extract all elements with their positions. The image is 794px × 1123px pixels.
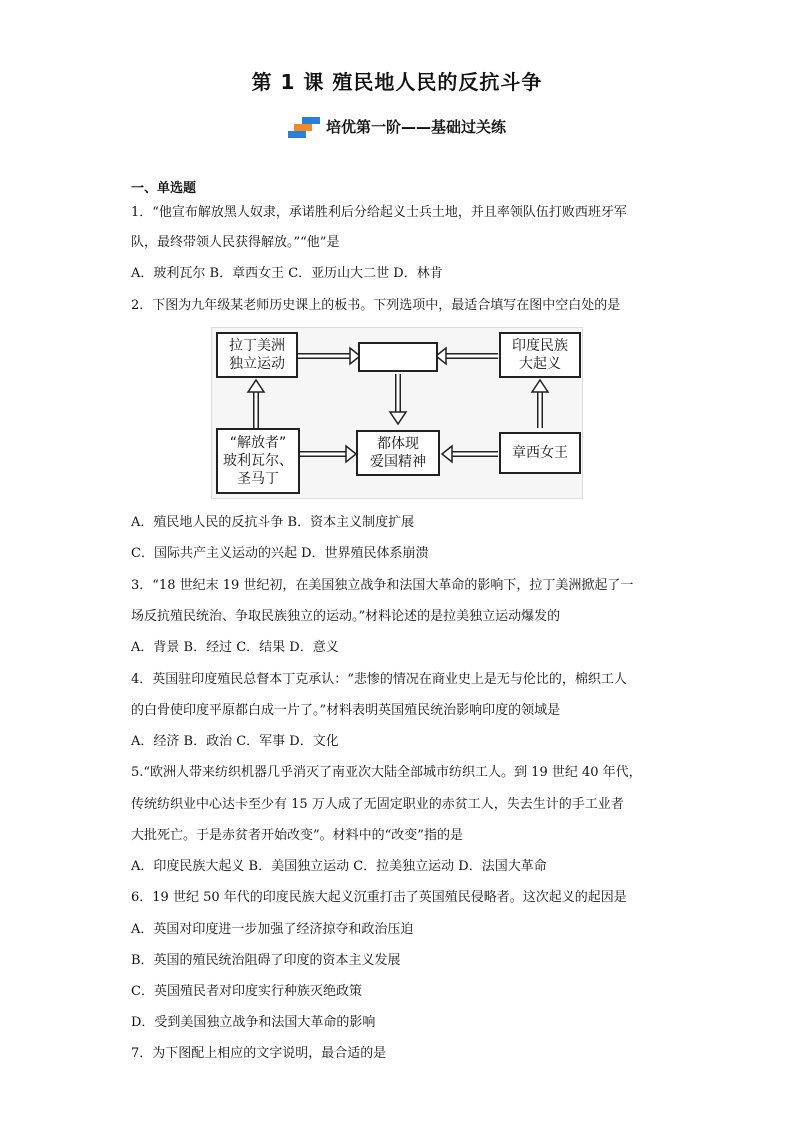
question-line: 6．19 世纪 50 年代的印度民族大起义沉重打击了英国殖民侵略者。这次起义的起因是 bbox=[131, 890, 627, 905]
answer-option: D．受到美国独立战争和法国大革命的影响 bbox=[131, 1015, 376, 1030]
answer-option: B．英国的殖民统治阻碍了印度的资本主义发展 bbox=[131, 953, 401, 968]
box-queen bbox=[499, 432, 581, 474]
box-text: 拉丁美洲 bbox=[229, 338, 285, 354]
box-latin-america bbox=[216, 332, 298, 378]
box-india bbox=[499, 332, 581, 378]
answer-option: A．英国对印度进一步加强了经济掠夺和政治压迫 bbox=[131, 922, 414, 937]
answer-options: A．背景 B．经过 C．结果 D．意义 bbox=[131, 640, 339, 655]
question-line: 7．为下图配上相应的文字说明，最合适的是 bbox=[131, 1046, 387, 1061]
answer-options: C．国际共产主义运动的兴起 D．世界殖民体系崩溃 bbox=[131, 546, 429, 561]
box-liberators bbox=[216, 428, 300, 494]
box-text: 爱国精神 bbox=[370, 454, 426, 470]
question-line: 大批死亡。于是赤贫者开始改变”。材料中的“改变”指的是 bbox=[131, 828, 463, 843]
question-line: 2．下图为九年级某老师历史课上的板书。下列选项中，最适合填写在图中空白处的是 bbox=[131, 298, 621, 313]
box-text: 大起义 bbox=[519, 356, 561, 372]
question-line: 场反抗殖民统治、争取民族独立的运动。”材料论述的是拉美独立运动爆发的 bbox=[131, 609, 561, 624]
question-line: 的白骨使印度平原都白成一片了。”材料表明英国殖民统治影响印度的领域是 bbox=[131, 703, 561, 718]
question-line: 1．“他宣布解放黑人奴隶，承诺胜利后分给起义士兵土地，并且率领队伍打败西班牙军 bbox=[131, 205, 627, 220]
answer-options: A．印度民族大起义 B．美国独立运动 C．拉美独立运动 D．法国大革命 bbox=[131, 859, 547, 874]
question-line: 3．“18 世纪末 19 世纪初，在美国独立战争和法国大革命的影响下，拉丁美洲掀起了一 bbox=[131, 578, 634, 593]
question-line: 传统纺织业中心达卡至少有 15 万人成了无固定职业的赤贫工人，失去生计的手工业者 bbox=[131, 797, 624, 812]
answer-options: A．经济 B．政治 C．军事 D．文化 bbox=[131, 734, 339, 749]
question-line: 队，最终带领人民获得解放。”“他”是 bbox=[131, 235, 340, 250]
question-line: 4．英国驻印度殖民总督本丁克承认：“悲惨的情况在商业史上是无与伦比的，棉织工人 bbox=[131, 672, 627, 687]
box-text: “解放者” bbox=[229, 435, 287, 451]
question-line: 5.“欧洲人带来纺织机器几乎消灭了南亚次大陆全部城市纺织工人。到 19 世纪 40 年代， bbox=[131, 765, 642, 780]
subtitle bbox=[0, 116, 794, 139]
stairs-logo-icon bbox=[288, 117, 322, 139]
box-text: 独立运动 bbox=[229, 356, 285, 372]
box-text: 印度民族 bbox=[512, 338, 568, 354]
box-text: 圣马丁 bbox=[237, 471, 279, 487]
blackboard-diagram bbox=[211, 327, 583, 499]
box-patriotism bbox=[356, 430, 440, 476]
answer-options: A．殖民地人民的反抗斗争 B．资本主义制度扩展 bbox=[131, 515, 415, 530]
section-heading: 一、单选题 bbox=[131, 181, 197, 196]
answer-options: A．玻利瓦尔 B．章西女王 C．亚历山大二世 D．林肯 bbox=[131, 266, 443, 281]
box-text: 都体现 bbox=[377, 436, 419, 452]
box-text: 玻利瓦尔、 bbox=[223, 453, 293, 469]
box-blank bbox=[358, 342, 438, 372]
page-title: 第 1 课 殖民地人民的反抗斗争 bbox=[251, 70, 543, 94]
subtitle-text: 培优第一阶——基础过关练 bbox=[325, 118, 506, 136]
box-text: 章西女王 bbox=[512, 445, 568, 461]
answer-option: C．英国殖民者对印度实行种族灭绝政策 bbox=[131, 984, 362, 999]
